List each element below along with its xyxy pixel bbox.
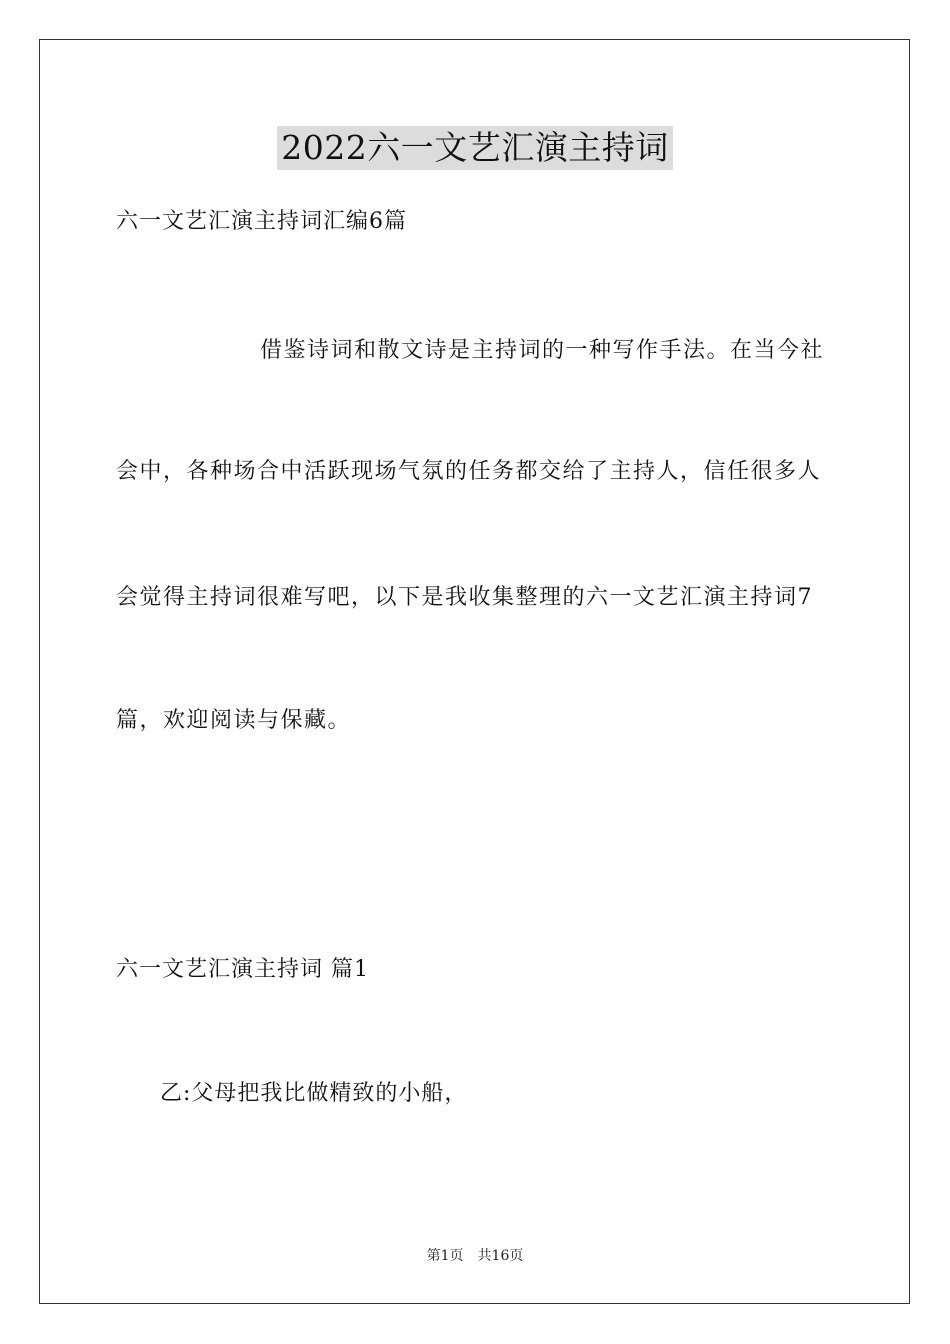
page-number: 第1页 (426, 1248, 464, 1264)
title-container (0, 126, 950, 170)
dialogue-line: 乙:父母把我比做精致的小船， (160, 1081, 468, 1106)
document-title: 2022六一文艺汇演主持词 (277, 126, 672, 170)
document-subtitle: 六一文艺汇演主持词汇编6篇 (116, 209, 407, 234)
page-total: 共16页 (477, 1248, 524, 1264)
page-footer (0, 1246, 950, 1266)
intro-line-1: 借鉴诗词和散文诗是主持词的一种写作手法。在当今社 (260, 338, 825, 363)
intro-line-4: 篇，欢迎阅读与保藏。 (116, 708, 352, 733)
section-heading: 六一文艺汇演主持词 篇1 (116, 957, 369, 982)
intro-line-2: 会中，各种场合中活跃现场气氛的任务都交给了主持人，信任很多人 (116, 459, 822, 484)
intro-line-3: 会觉得主持词很难写吧，以下是我收集整理的六一文艺汇演主持词7 (116, 585, 813, 610)
